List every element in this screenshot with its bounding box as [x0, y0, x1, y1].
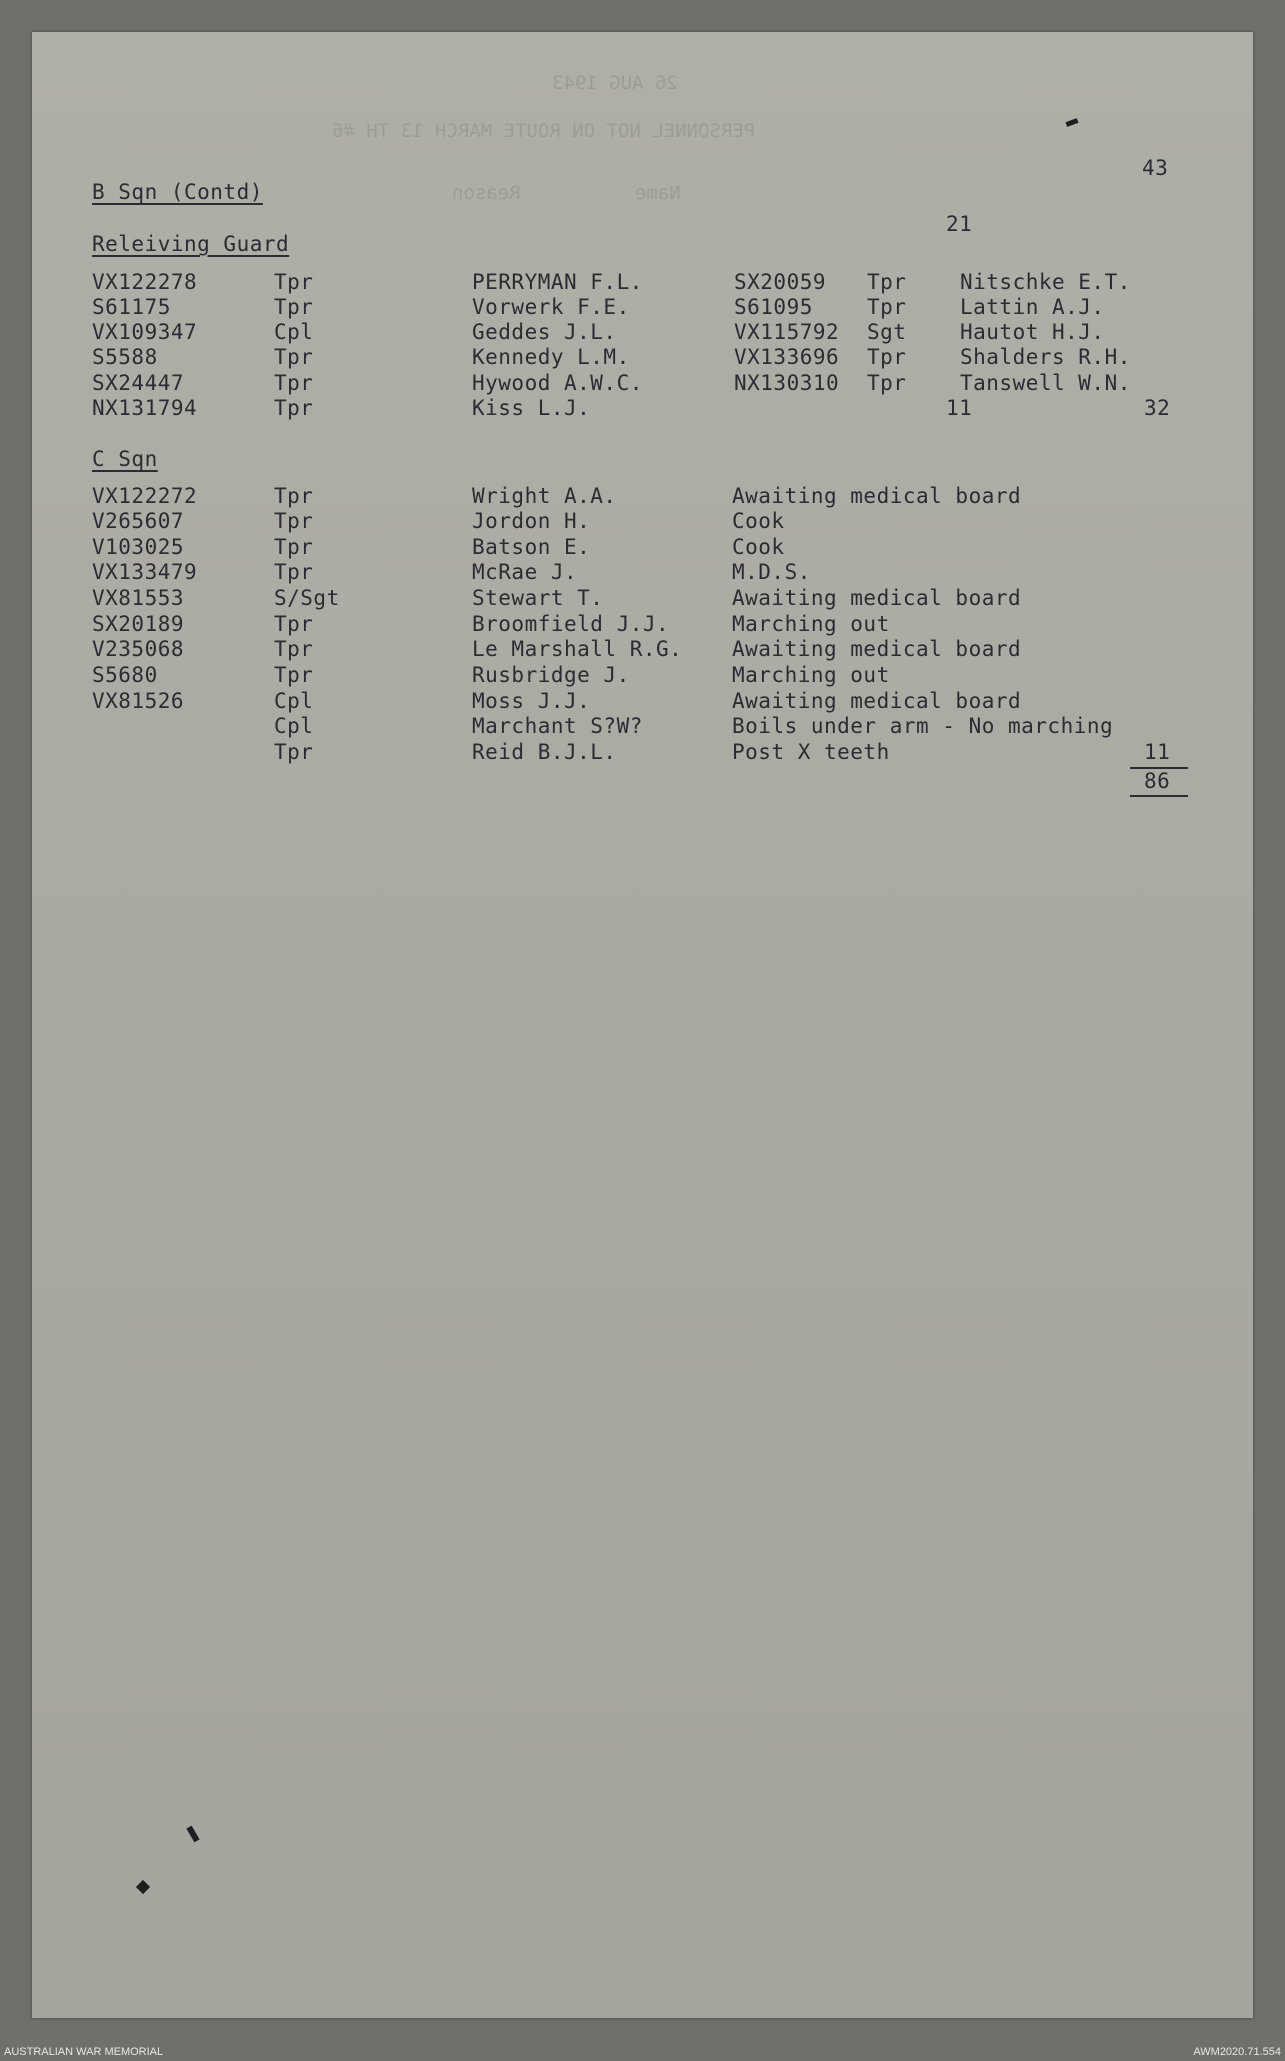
soldier-name: Marchant S?W? [472, 714, 643, 738]
soldier-name: Lattin A.J. [960, 295, 1105, 319]
service-number: SX20059 [734, 270, 827, 294]
ink-mark [1066, 118, 1079, 127]
soldier-name: Moss J.J. [472, 689, 591, 713]
reason: Awaiting medical board [732, 586, 1022, 610]
service-number: NX131794 [92, 396, 198, 420]
service-number: VX81553 [92, 586, 185, 610]
rank: Tpr [867, 371, 907, 395]
service-number: S61175 [92, 295, 171, 319]
rank: Tpr [274, 371, 314, 395]
soldier-name: McRae J. [472, 560, 578, 584]
soldier-name: Kiss L.J. [472, 396, 591, 420]
soldier-name: Batson E. [472, 535, 591, 559]
service-number: V103025 [92, 535, 185, 559]
service-number: S5588 [92, 345, 158, 369]
rank: Tpr [274, 345, 314, 369]
soldier-name: Vorwerk F.E. [472, 295, 630, 319]
service-number: VX122272 [92, 484, 198, 508]
reason: Awaiting medical board [732, 484, 1022, 508]
soldier-name: Nitschke E.T. [960, 270, 1131, 294]
service-number: SX24447 [92, 371, 185, 395]
rank: Tpr [867, 345, 907, 369]
soldier-name: Reid B.J.L. [472, 740, 617, 764]
rank: Tpr [274, 295, 314, 319]
relieving-guard-total: 32 [1144, 396, 1171, 420]
c-sqn-subtotal: 11 [1144, 740, 1171, 764]
footer-left: AUSTRALIAN WAR MEMORIAL [4, 2046, 164, 2058]
rank: Tpr [274, 637, 314, 661]
reason: Marching out [732, 663, 890, 687]
reason: Cook [732, 509, 785, 533]
rank: Tpr [274, 484, 314, 508]
service-number: VX81526 [92, 689, 185, 713]
service-number: VX109347 [92, 320, 198, 344]
soldier-name: Shalders R.H. [960, 345, 1131, 369]
bleed-through-text: Name Reason [452, 182, 681, 204]
soldier-name: PERRYMAN F.L. [472, 270, 643, 294]
rank: Tpr [274, 396, 314, 420]
reason: M.D.S. [732, 560, 811, 584]
section-title-b-sqn: B Sqn (Contd) [92, 180, 263, 204]
reason: Awaiting medical board [732, 637, 1022, 661]
reason: Awaiting medical board [732, 689, 1022, 713]
rank: S/Sgt [274, 586, 340, 610]
rank: Tpr [274, 560, 314, 584]
grand-total: 86 [1144, 769, 1171, 793]
soldier-name: Geddes J.L. [472, 320, 617, 344]
total-rule-bottom [1130, 795, 1188, 797]
rank: Sgt [867, 320, 907, 344]
service-number: NX130310 [734, 371, 840, 395]
service-number: VX122278 [92, 270, 198, 294]
soldier-name: Broomfield J.J. [472, 612, 670, 636]
soldier-name: Hautot H.J. [960, 320, 1105, 344]
reason: Boils under arm - No marching [732, 714, 1114, 738]
soldier-name: Kennedy L.M. [472, 345, 630, 369]
ink-mark [136, 1880, 150, 1894]
rank: Tpr [867, 270, 907, 294]
rank: Cpl [274, 320, 314, 344]
rank: Tpr [274, 740, 314, 764]
soldier-name: Rusbridge J. [472, 663, 630, 687]
service-number: V235068 [92, 637, 185, 661]
rank: Tpr [274, 270, 314, 294]
relieving-guard-subtotal: 11 [946, 396, 973, 420]
ink-mark [186, 1826, 199, 1843]
service-number: VX115792 [734, 320, 840, 344]
reason: Marching out [732, 612, 890, 636]
rank: Tpr [274, 663, 314, 687]
relieving-guard-heading: Releiving Guard [92, 232, 290, 256]
page-number: 43 [1142, 156, 1169, 180]
soldier-name: Tanswell W.N. [960, 371, 1131, 395]
service-number: S5680 [92, 663, 158, 687]
bleed-through-text: 26 AUG 1943 [552, 72, 701, 94]
rank: Tpr [274, 612, 314, 636]
rank: Tpr [274, 509, 314, 533]
service-number: SX20189 [92, 612, 185, 636]
document-page [32, 32, 1253, 2018]
service-number: VX133696 [734, 345, 840, 369]
service-number: S61095 [734, 295, 813, 319]
relieving-guard-count: 21 [946, 212, 973, 236]
soldier-name: Jordon H. [472, 509, 591, 533]
reason: Cook [732, 535, 785, 559]
service-number: VX133479 [92, 560, 198, 584]
footer-right: AWM2020.71.554 [1193, 2046, 1281, 2058]
soldier-name: Hywood A.W.C. [472, 371, 643, 395]
soldier-name: Wright A.A. [472, 484, 617, 508]
soldier-name: Le Marshall R.G. [472, 637, 683, 661]
section-title-c-sqn: C Sqn [92, 447, 158, 471]
service-number: V265607 [92, 509, 185, 533]
rank: Tpr [274, 535, 314, 559]
rank: Tpr [867, 295, 907, 319]
rank: Cpl [274, 714, 314, 738]
reason: Post X teeth [732, 740, 890, 764]
rank: Cpl [274, 689, 314, 713]
bleed-through-text: PERSONNEL NOT ON ROUTE MARCH 13 TH #6 [332, 120, 756, 142]
soldier-name: Stewart T. [472, 586, 604, 610]
